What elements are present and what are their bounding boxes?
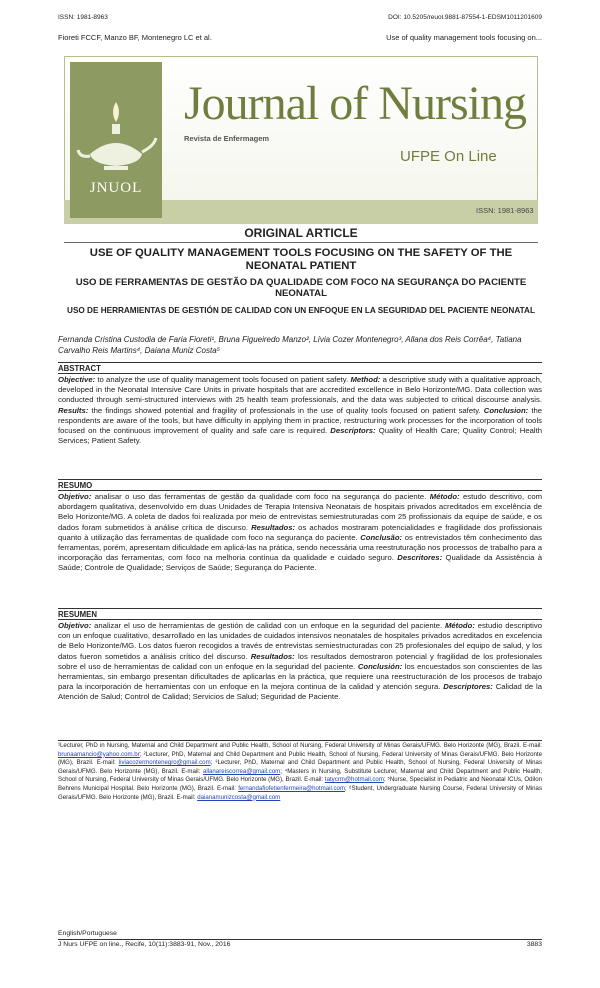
journal-title: Journal of Nursing	[184, 77, 526, 130]
resumen-heading: RESUMEN	[58, 610, 97, 619]
banner-issn: ISSN: 1981-8963	[476, 206, 534, 215]
issn-header: ISSN: 1981-8963	[58, 14, 108, 21]
email-link[interactable]: daianamunizcosta@gmail.com	[197, 793, 281, 801]
journal-logo	[70, 62, 162, 218]
page-number: 3883	[526, 940, 542, 948]
page-footer	[58, 930, 542, 949]
resumo-heading: RESUMO	[58, 481, 93, 490]
resumen-section	[58, 608, 542, 703]
resumen-body: Objetivo: analizar el uso de herramientas de gestión de calidad con un enfoque en la seguridad del paciente. Método: estudio descriptivo con un enfoque cualitativo, desarrollado en las unidades de cuidados intensivos neonatales de hospitales privados acreditados en excelencia de Belo Horizonte/MG. Los datos fueron recogidos a través de entrevistas semiestructuradas con 25 profesionales del equipo de salud, y los datos fueron sometidos a análisis crítico del discurso. Resultados: los resultados demostraron potencial y fragilidad de los profesionales sobre el uso de herramientas de calidad con un enfoque en la seguridad del paciente. Conclusión: los encuestados son conscientes de las herramientas, sin embargo presentan dificultades de aplicarlas en la práctica, que requiere una reestructuración de los procesos de trabajo para la incorporación de herramientas con un enfoque en la mejora continua de la calidad y atención segura. Descriptores: Calidad de la Atención de Salud; Control de Calidad; Servicios de Salud; Seguridad de Paciente.	[58, 621, 543, 702]
author-list: Fernanda Cristina Custodia de Faria Fioreti¹, Bruna Figueiredo Manzo², Lívia Cozer Montenegro³, Allana dos Reis Corrêa⁴, Tatiana Carvalho Reis Martins⁴, Daiana Muniz Costa⁵	[58, 335, 522, 355]
resumo-body: Objetivo: analisar o uso das ferramentas de gestão da qualidade com foco na segurança do paciente. Método: estudo descritivo, com abordagem qualitativa, desenvolvido em duas Unidades de Terapia Intensiva Neonatais de hospitais privados acreditados em excelência de Belo Horizonte/MG. A coleta de dados foi realizada por meio de entrevistas semiestruturadas com 25 profissionais da equipe de saúde, e os dados foram submetidos à análise crítica de discurso. Resultados: os achados mostraram potencialidades e fragilidade dos profissionais quanto à utilização das ferramentas de qualidade com foco na segurança do paciente. Conclusão: os entrevistados têm conhecimento das ferramentas, porém, apresentam dificuldade em aplicá-las na prática, sendo necessária uma reestruturação nos processos de trabalho para a incorporação das ferramentas, com foco na melhoria contínua da qualidade e cuidado seguro. Descritores: Qualidade da Assistência à Saúde; Controle de Qualidade; Serviços de Saúde; Segurança do Paciente.	[58, 492, 543, 573]
article-type: ORIGINAL ARTICLE	[64, 226, 538, 243]
resumo-section	[58, 479, 542, 574]
running-authors: Fioreti FCCF, Manzo BF, Montenegro LC et al.	[58, 33, 212, 42]
logo-text: JNUOL	[89, 180, 143, 196]
abstract-heading: ABSTRACT	[58, 364, 101, 373]
footer-citation: J Nurs UFPE on line., Recife, 10(11):3883-91, Nov., 2016	[58, 940, 231, 948]
running-title: Use of quality management tools focusing on...	[386, 33, 542, 42]
abstract-section	[58, 362, 542, 446]
email-link[interactable]: fernandafiofetienfermeira@hotmail.com	[238, 784, 346, 792]
abstract-body: Objective: to analyze the use of quality management tools focused on patient safety. Method: a descriptive study with a qualitative approach, developed in the Neonatal Intensive Care Units in private hospitals that are accredited excellence in Belo Horizonte/MG. Data collection was conducted through semi-structured interviews with 25 health team professionals, and the data was subjected to critical discourse analysis. Results: the findings showed potential and fragility of professionals in the use of quality tools focused on patient safety. Conclusion: the respondents are aware of the tools, but have difficulty in applying them in practice, restructuring work processes for the incorporation of tools focused on the continuous improvement of quality and safe care is required. Descriptors: Quality of Health Care; Quality Control; Health Services; Patient Safety.	[58, 375, 543, 446]
journal-subtitle: Revista de Enfermagem	[184, 134, 270, 143]
doi-header: DOI: 10.5205/reuol.9881-87554-1-EDSM1011201609	[388, 14, 542, 21]
title-english: USE OF QUALITY MANAGEMENT TOOLS FOCUSING ON THE SAFETY OF THE NEONATAL PATIENT	[89, 247, 513, 272]
journal-ufpe: UFPE On Line	[400, 148, 497, 165]
title-portuguese: USO DE FERRAMENTAS DE GESTÃO DA QUALIDADE COM FOCO NA SEGURANÇA DO PACIENTE NEONATAL	[75, 277, 527, 299]
email-link[interactable]: allanareiscorrea@gmail.com	[202, 767, 281, 775]
email-link[interactable]: brunaamancio@yahoo.com.br	[58, 750, 140, 758]
author-affiliations: ¹Lecturer, PhD in Nursing, Maternal and Child Department and Public Health, School of Nursing, Federal University of Minas Gerais/UFMG. Belo Horizonte (MG), Brazil. E-mail: brunaamancio@yahoo.com.br; ²Lecturer, PhD, Maternal and Child Department and Public Health, School of Nursing, Federal University of Minas Gerais/UFMG. Belo Horizonte (MG), Brazil. E-mail: liviacozermontenegro@gmail.com; ³Lecturer, PhD, Maternal and Child Department and Public Health, School of Nursing, Federal University of Minas Gerais/UFMG. Belo Horizonte (MG), Brazil. E-mail: allanareiscorrea@gmail.com; ⁴Masters in Nursing, Substitute Lecturer, Maternal and Child Department and Public Health, School of Nursing, Federal University of Minas Gerais/UFMG. Belo Horizonte (MG), Brazil. E-mail: tatycrm@hotmail.com; ⁵Nurse, Specialist in Pediatric and Neonatal ICUs, Odilon Behrens Municipal Hospital. Belo Horizonte (MG), Brazil. E-mail: fernandafiofetienfermeira@hotmail.com; ⁶Student, Undergraduate Nursing Course, Federal University of Minas Gerais/UFMG. Belo Horizonte (MG), Brazil. E-mail: daianamunizcosta@gmail.com	[58, 742, 542, 801]
email-link[interactable]: liviacozermontenegro@gmail.com	[118, 759, 211, 767]
title-spanish: USO DE HERRAMIENTAS DE GESTIÓN DE CALIDAD CON UN ENFOQUE EN LA SEGURIDAD DEL PACIENTE NEONATAL	[67, 306, 535, 315]
footer-language: English/Portuguese	[58, 930, 117, 937]
email-link[interactable]: tatycrm@hotmail.com	[324, 776, 384, 784]
